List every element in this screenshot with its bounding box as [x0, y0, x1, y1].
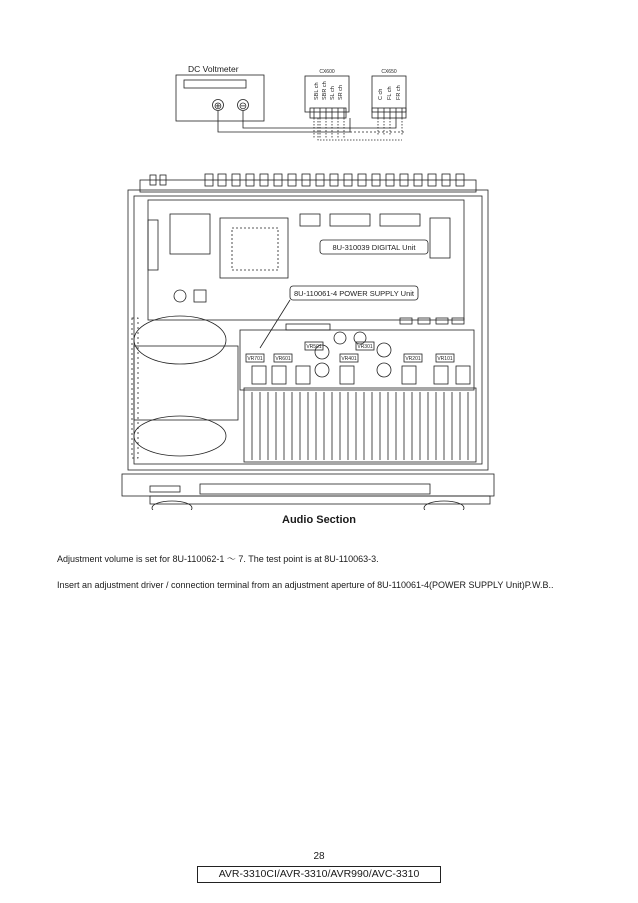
figure-caption: Audio Section	[282, 514, 356, 526]
cx650-pin-fl: FL ch	[387, 86, 393, 100]
page-number: 28	[313, 851, 325, 862]
note-insert-driver: Insert an adjustment driver / connection terminal from an adjustment aperture of 8U-110061-4(POWER SUPPLY Unit)P.W.B..	[57, 580, 554, 590]
plus-terminal-icon: ⊕	[213, 101, 223, 112]
cx600-pin-sbl: SBL ch	[314, 82, 320, 100]
power-supply-label: 8U-110061-4 POWER SUPPLY Unit	[293, 289, 415, 298]
dc-voltmeter-label: DC Voltmeter	[188, 64, 239, 74]
digital-board	[148, 200, 464, 330]
connector-cx650	[372, 76, 406, 136]
dc-voltmeter	[176, 75, 264, 121]
vr601-label: VR601	[275, 356, 291, 362]
cx650-pin-c: C ch	[378, 88, 384, 100]
vr701-label: VR701	[247, 356, 263, 362]
note-adjustment-volume: Adjustment volume is set for 8U-110062-1 ～ 7. The test point is at 8U-110063-3.	[57, 554, 379, 564]
minus-terminal-icon: ⊖	[238, 101, 248, 112]
vr301-label: VR301	[357, 344, 373, 350]
vr501-label: VR501	[306, 344, 322, 350]
cx650-pin-fr: FR ch	[396, 85, 402, 100]
cx600-pin-sbr: SBR ch	[322, 81, 328, 100]
vr201-label: VR201	[405, 356, 421, 362]
model-names: AVR-3310CI/AVR-3310/AVR990/AVC-3310	[197, 866, 441, 883]
cx600-pin-sr: SR ch	[338, 85, 344, 100]
vr401-label: VR401	[341, 356, 357, 362]
heatsink	[244, 388, 476, 462]
transformer	[132, 316, 238, 458]
digital-unit-label: 8U-310039 DIGITAL Unit	[332, 243, 416, 252]
vr101-label: VR101	[437, 356, 453, 362]
cx650-label: CX650	[381, 69, 397, 75]
cx600-label: CX600	[319, 69, 335, 75]
power-supply-leader	[260, 300, 290, 348]
cx600-pin-sl: SL ch	[330, 86, 336, 100]
